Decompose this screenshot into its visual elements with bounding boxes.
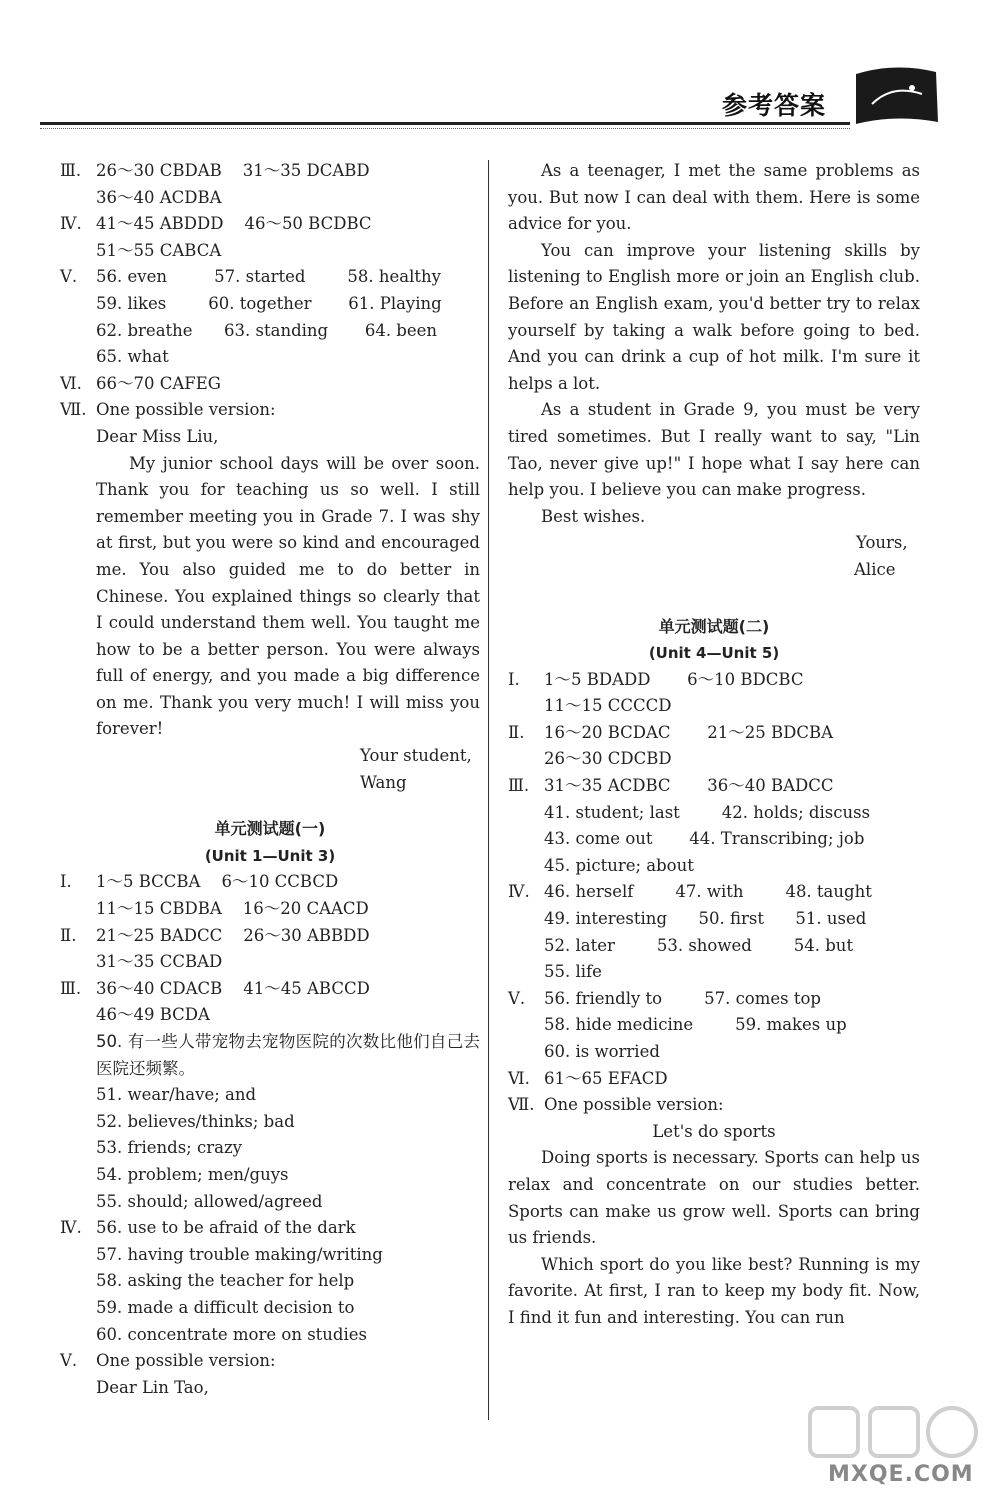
letter-paragraph: You can improve your listening skills by listening to English more or join an English club. Before an English exam, you'd better try to relax yourself by taking a walk before going to bed. And you can drink a cup of hot milk. I'm sure it helps a lot. [508,240,920,393]
answer-line: 54. problem; men/guys [96,1164,289,1184]
letter-paragraph: As a student in Grade 9, you must be very tired sometimes. But I really want to say, "Lin Tao, never give up!" I hope what I say here can help you. I believe you can make progress. [508,400,920,500]
answer-line: 60. concentrate more on studies [96,1324,367,1344]
letter-signature: Wang [360,772,407,792]
translation-answer: 50. 有一些人带宠物去宠物医院的次数比他们自己去医院还频繁。 [96,1032,480,1078]
answer-line: 43. come out 44. Transcribing; job [544,829,865,849]
page-header [0,0,1000,140]
answer-text: 36～40 ACDBA [96,187,222,207]
answer-line: 52. believes/thinks; bad [96,1111,295,1131]
answer-line: Ⅶ. One possible version: [508,1095,724,1115]
answer-line: Ⅵ. 66～70 CAFEG [60,371,480,398]
answer-line [60,318,480,345]
answer-line: 52. later 53. showed 54. but [544,935,854,955]
header-rule [40,122,850,125]
essay-paragraph: Which sport do you like best? Running is my favorite. At first, I ran to keep my body fit. Now, I find it fun and interesting. You can run [508,1254,920,1327]
letter-body: My junior school days will be over soon. Thank you for teaching us so well. I still remember meeting you in Grade 7. I was shy at first, but you were so kind and encouraged me. You also guided me to do better in Chinese. You explained things so clearly that I could understand them well. You taught me how to be a better person. You were always full of energy, and you made a big difference on me. Thank you very much! I will miss you forever! [96,453,480,739]
answer-text: 51～55 CABCA [96,240,222,260]
answer-line: 60. is worried [544,1042,660,1061]
column-divider [488,160,489,1420]
header-title: 参考答案 [722,91,827,120]
right-column [508,158,920,1332]
letter-closing: Best wishes. [541,506,646,526]
essay-title: Let's do sports [652,1121,776,1141]
answer-line: Ⅵ. 61～65 EFACD [508,1068,668,1088]
answer-line: Ⅳ. 46. herself 47. with 48. taught [508,882,872,902]
answer-text: One possible version: [96,400,276,420]
answer-line [60,238,480,265]
answer-text: 59. likes 60. together 61. Playing [96,293,442,313]
answer-line: 46～49 BCDA [96,1005,210,1025]
answer-line: 31～35 CCBAD [96,952,223,972]
answer-line: 55. should; allowed/agreed [96,1191,323,1211]
answer-line: 11～15 CBDBA 16～20 CAACD [96,899,369,919]
answer-line: 51. wear/have; and [96,1085,257,1105]
answer-line [60,185,480,212]
answer-line: Ⅱ. 16～20 BCDAC 21～25 BDCBA [508,722,834,742]
answer-line: Ⅰ. 1～5 BCCBA 6～10 CCBCD [60,872,339,892]
answer-line: Ⅴ. One possible version: [60,1351,276,1371]
answer-line: 58. hide medicine 59. makes up [544,1015,847,1035]
section-subtitle: (Unit 4—Unit 5) [648,644,780,663]
letter-paragraph: As a teenager, I met the same problems as you. But now I can deal with them. Here is some advice for you. [508,161,920,234]
answer-text: 56. even 57. started 58. healthy [96,267,441,287]
section-title: 单元测试题(一) [214,819,326,839]
letter-signature: Alice [854,559,896,579]
answer-text: 66～70 CAFEG [96,373,221,393]
answer-line: Ⅶ. One possible version: [60,397,480,424]
letter-sign-line: Yours, [856,533,908,553]
answer-line: Ⅴ. 56. even 57. started 58. healthy [60,264,480,291]
left-column [60,158,480,1401]
answer-line: 57. having trouble making/writing [96,1244,383,1264]
answer-line: 58. asking the teacher for help [96,1271,355,1291]
letter-salutation: Dear Lin Tao, [96,1377,209,1397]
answer-text: 26～30 CBDAB 31～35 DCABD [96,161,370,180]
essay-paragraph: Doing sports is necessary. Sports can help us relax and concentrate on our studies better. Sports can make us grow well. Sports can bring us friends. [508,1148,920,1248]
watermark-text: MXQE.COM [828,1462,974,1487]
answer-line: Ⅰ. 1～5 BDADD 6～10 BDCBC [508,669,804,689]
answer-line: 53. friends; crazy [96,1138,242,1158]
answer-line: 59. made a difficult decision to [96,1297,355,1317]
answer-text: 65. what [96,347,169,367]
answer-line: 11～15 CCCCD [544,696,672,716]
answer-line: 41. student; last 42. holds; discuss [544,802,871,822]
answer-line: Ⅳ. 41～45 ABDDD 46～50 BCDBC [60,211,480,238]
answer-line: 45. picture; about [544,855,694,875]
answer-line: Ⅲ. 31～35 ACDBC 36～40 BADCC [508,776,834,796]
answer-line: Ⅴ. 56. friendly to 57. comes top [508,988,821,1008]
answer-line: 55. life [544,962,602,982]
answer-line: 49. interesting 50. first 51. used [544,909,867,929]
answer-line: Ⅲ. 26～30 CBDAB 31～35 DCABD [60,158,480,185]
answer-line: Ⅳ. 56. use to be afraid of the dark [60,1218,356,1238]
corner-decoration-icon [852,64,940,130]
answer-line: Ⅱ. 21～25 BADCC 26～30 ABBDD [60,925,370,945]
answer-text: 62. breathe 63. standing 64. been [96,320,438,340]
answer-line [60,291,480,318]
answer-line: 26～30 CDCBD [544,749,672,769]
section-title: 单元测试题(二) [658,616,770,636]
section-subtitle: (Unit 1—Unit 3) [204,846,336,865]
answer-line: Ⅲ. 36～40 CDACB 41～45 ABCCD [60,978,370,998]
letter-sign-line: Your student, [360,746,472,766]
header-dotted-rule [40,128,850,129]
letter-salutation: Dear Miss Liu, [96,426,219,446]
answer-line [60,344,480,371]
answer-text: 41～45 ABDDD 46～50 BCDBC [96,214,372,234]
